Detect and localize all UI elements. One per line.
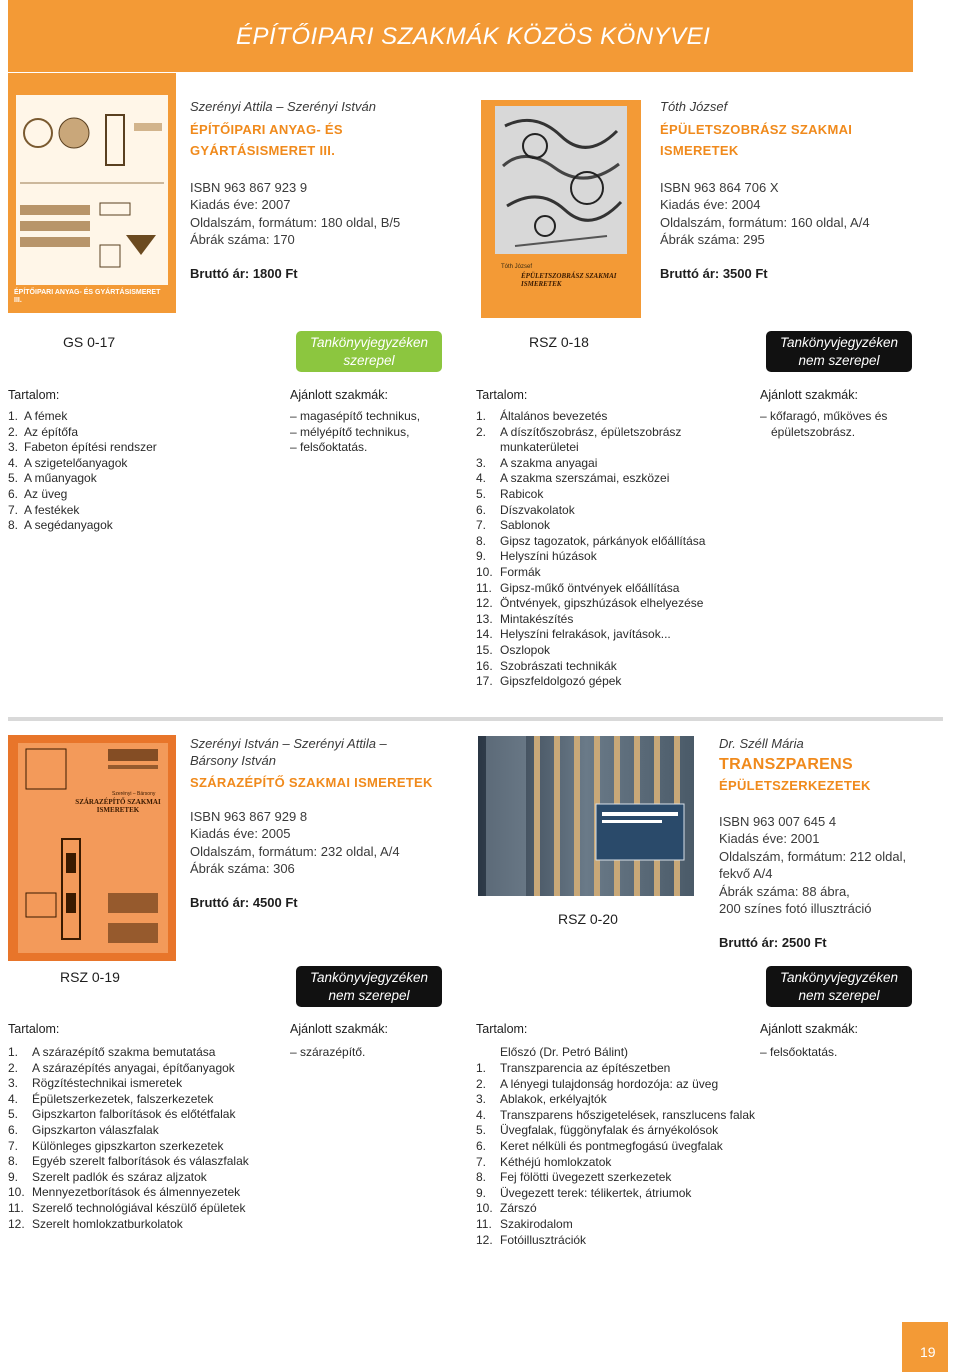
contents-item-text: Különleges gipszkarton szerkezetek — [32, 1138, 224, 1153]
contents-item-text: Fotóillusztrációk — [500, 1232, 587, 1247]
contents-item — [476, 471, 716, 487]
contents-item — [476, 1186, 766, 1202]
contents-list — [476, 409, 716, 690]
textbook-list-badge — [766, 966, 912, 1007]
contents-preface: Előszó (Dr. Petró Bálint) — [500, 1045, 629, 1059]
contents-list — [8, 1045, 278, 1232]
publish-year: Kiadás éve: 2001 — [719, 831, 820, 847]
contents-item-text: Öntvények, gipszhúzások elhelyezése — [500, 596, 704, 611]
book-meta — [719, 813, 906, 917]
book-price: Bruttó ár: 4500 Ft — [190, 895, 298, 910]
contents-item-number: 2. — [8, 1060, 19, 1075]
cover-illustration-panel — [495, 106, 627, 254]
badge-line: Tankönyvjegyzéken — [309, 335, 429, 350]
contents-item-number: 11. — [476, 1216, 492, 1231]
book-title-line: ÉPÜLETSZOBRÁSZ SZAKMAI — [660, 122, 853, 137]
contents-item-text: Az építőfa — [24, 424, 79, 439]
contents-item — [476, 1092, 766, 1108]
contents-item-number: 6. — [8, 486, 19, 501]
contents-item-number: 8. — [8, 518, 19, 533]
badge-line: nem szerepel — [328, 988, 410, 1003]
contents-item-number: 10. — [476, 564, 493, 579]
contents-item — [476, 565, 716, 581]
book-authors: Tóth József — [660, 99, 728, 114]
contents-item — [476, 425, 716, 456]
contents-item — [8, 1092, 278, 1108]
recommended-item: – felsőoktatás. — [290, 440, 368, 455]
recommended-list — [760, 409, 940, 440]
page-format-cont: fekvő A/4 — [719, 866, 773, 882]
contents-item-text: Szerelt homlokzatburkolatok — [32, 1216, 183, 1231]
recommended-item: épületszobrász. — [771, 424, 856, 439]
contents-item — [476, 549, 716, 565]
book-meta — [660, 179, 870, 249]
contents-item-text: Helyszíni felrakások, javítások... — [500, 627, 671, 642]
isbn: ISBN 963 867 929 8 — [190, 809, 308, 824]
contents-item-text: A szakma anyagai — [500, 455, 598, 470]
contents-item-number: 17. — [476, 674, 493, 689]
contents-item — [8, 456, 268, 472]
cover-diagram-panel — [18, 743, 168, 953]
contents-item-number: 7. — [8, 1138, 19, 1153]
contents-item-text: Gipszkarton falborítások és előtétfalak — [32, 1107, 236, 1122]
badge-line: Tankönyvjegyzéken — [779, 335, 899, 350]
book-title-line: SZÁRAZÉPÍTŐ SZAKMAI ISMERETEK — [190, 775, 433, 790]
contents-item-text: Az üveg — [24, 486, 68, 501]
page-number: 19 — [920, 1344, 936, 1360]
contents-item — [476, 409, 716, 425]
contents-item-text: Szobrászati technikák — [500, 658, 617, 673]
contents-label: Tartalom: — [8, 388, 60, 402]
recommended-list — [290, 409, 460, 456]
contents-item-number: 1. — [476, 1061, 487, 1075]
book-title-line: ÉPÍTŐIPARI ANYAG- ÉS — [190, 122, 343, 137]
contents-item-number: 10. — [476, 1201, 493, 1216]
contents-item-text: A fémek — [24, 409, 68, 423]
contents-item-number: 15. — [476, 642, 493, 657]
textbook-list-badge — [296, 966, 442, 1007]
contents-item — [476, 627, 716, 643]
contents-item — [476, 456, 716, 472]
cover-diagram-panel — [16, 95, 168, 285]
contents-item-text: Szakirodalom — [500, 1216, 573, 1231]
contents-item — [8, 1107, 278, 1123]
photo-count: 200 színes fotó illusztráció — [719, 901, 872, 917]
cover-diagram-image — [16, 95, 168, 285]
contents-item-number: 10. — [8, 1185, 25, 1200]
page-format: Oldalszám, formátum: 212 oldal, — [719, 848, 907, 864]
contents-item-number: 2. — [8, 424, 19, 439]
contents-item — [8, 1217, 278, 1233]
author-line: Szerényi István – Szerényi Attila – — [190, 736, 387, 751]
cover-title-text: ÉPÍTŐIPARI ANYAG- ÉS GYÁRTÁSISMERET III. — [14, 289, 161, 305]
contents-item-number: 6. — [8, 1122, 19, 1137]
book-code: RSZ 0-19 — [60, 969, 120, 985]
contents-label: Tartalom: — [476, 388, 528, 402]
contents-item-text: Épületszerkezetek, falszerkezetek — [32, 1091, 214, 1106]
contents-item — [476, 1170, 766, 1186]
contents-item-text: Egyéb szerelt falborítások és válaszfalak — [32, 1154, 249, 1169]
contents-item — [476, 643, 716, 659]
contents-item-text: Gipszkarton válaszfalak — [32, 1122, 159, 1137]
contents-item — [8, 440, 268, 456]
contents-item — [476, 1217, 766, 1233]
cover-ornament-image — [495, 106, 627, 254]
contents-item-text: Transzparencia az építészetben — [500, 1061, 671, 1075]
contents-item — [8, 1123, 278, 1139]
contents-item-text: Üvegezett terek: télikertek, átriumok — [500, 1185, 692, 1200]
contents-item-number: 4. — [476, 471, 487, 486]
badge-line: Tankönyvjegyzéken — [779, 970, 899, 985]
contents-item — [8, 1170, 278, 1186]
contents-list — [476, 1061, 766, 1248]
contents-item — [8, 1154, 278, 1170]
contents-list — [8, 409, 268, 534]
section-divider — [8, 717, 943, 721]
author-line: Bársony István — [190, 753, 276, 768]
contents-item-number: 4. — [8, 455, 19, 470]
contents-item-number: 3. — [8, 1076, 19, 1091]
contents-item-number: 7. — [8, 502, 19, 517]
contents-item-text: Díszvakolatok — [500, 502, 575, 517]
contents-item-number: 16. — [476, 658, 493, 673]
contents-item-number: 9. — [476, 1185, 487, 1200]
contents-item-number: 6. — [476, 1138, 487, 1153]
contents-item — [476, 596, 716, 612]
book-cover-3 — [8, 735, 176, 961]
contents-item-number: 11. — [476, 580, 492, 595]
contents-item-text: Transzparens hőszigetelések, ranszlucens falak — [500, 1107, 756, 1122]
contents-item-number: 8. — [8, 1154, 19, 1169]
contents-item-text: Gipszfeldolgozó gépek — [500, 674, 622, 689]
contents-item-text: Mintakészítés — [500, 611, 574, 626]
page-format: Oldalszám, formátum: 180 oldal, B/5 — [190, 214, 401, 230]
contents-item-number: 9. — [476, 549, 487, 564]
contents-item-number: 2. — [476, 1076, 487, 1091]
contents-item — [476, 1201, 766, 1217]
figure-count: Ábrák száma: 295 — [660, 232, 765, 248]
page-format: Oldalszám, formátum: 232 oldal, A/4 — [190, 843, 400, 859]
contents-item-number: 3. — [476, 1092, 487, 1107]
contents-item-number: 8. — [476, 1170, 487, 1185]
contents-item-text: Üvegfalak, függönyfalak és árnyékolósok — [500, 1123, 719, 1138]
recommended-label: Ajánlott szakmák: — [760, 388, 858, 402]
contents-item — [476, 581, 716, 597]
figure-count: Ábrák száma: 306 — [190, 861, 295, 877]
book-title — [719, 754, 871, 796]
contents-item-text: Keret nélküli és pontmegfogású üvegfalak — [500, 1138, 723, 1153]
contents-item — [476, 1155, 766, 1171]
contents-item-number: 1. — [8, 409, 19, 423]
recommended-label: Ajánlott szakmák: — [290, 388, 388, 402]
book-price: Bruttó ár: 3500 Ft — [660, 266, 768, 281]
book-title-line: ÉPÜLETSZERKEZETEK — [719, 778, 871, 793]
book-authors: Szerényi Attila – Szerényi István — [190, 99, 376, 114]
contents-item-number: 3. — [476, 455, 487, 470]
contents-item-number: 1. — [476, 409, 487, 423]
contents-item-text: Fej fölötti üvegezett szerkezetek — [500, 1170, 672, 1185]
contents-item-text: A műanyagok — [24, 471, 97, 486]
contents-item-text: Sablonok — [500, 518, 551, 533]
figure-count: Ábrák száma: 88 ábra, — [719, 883, 850, 899]
contents-item — [8, 425, 268, 441]
contents-item-text: Formák — [500, 564, 541, 579]
textbook-list-badge — [766, 331, 912, 372]
contents-item — [8, 1185, 278, 1201]
contents-item-text: A lényegi tulajdonság hordozója: az üveg — [500, 1076, 719, 1091]
contents-item — [8, 503, 268, 519]
contents-item — [476, 487, 716, 503]
book-meta — [190, 808, 400, 878]
page-format: Oldalszám, formátum: 160 oldal, A/4 — [660, 214, 870, 230]
contents-item-text: Szerelt padlók és száraz aljzatok — [32, 1169, 207, 1184]
contents-item-text: Fabeton építési rendszer — [24, 440, 157, 455]
contents-item-number: 9. — [8, 1169, 19, 1184]
recommended-item: – magasépítő technikus, — [290, 409, 421, 423]
contents-item-number: 14. — [476, 627, 493, 642]
recommended-label: Ajánlott szakmák: — [290, 1022, 388, 1036]
textbook-list-badge — [296, 331, 442, 372]
contents-item — [476, 1139, 766, 1155]
contents-item-text: Rögzítéstechnikai ismeretek — [32, 1076, 183, 1091]
contents-item-text: Gipsz-műkő öntvények előállítása — [500, 580, 680, 595]
publish-year: Kiadás éve: 2004 — [660, 197, 761, 213]
contents-item — [476, 1061, 766, 1077]
book-code: RSZ 0-18 — [529, 334, 589, 350]
contents-label: Tartalom: — [476, 1022, 528, 1036]
contents-item — [476, 503, 716, 519]
book-cover-1 — [8, 73, 176, 313]
contents-item — [8, 409, 268, 425]
book-title — [190, 119, 343, 161]
contents-item — [476, 534, 716, 550]
contents-item-number: 13. — [476, 611, 493, 626]
contents-item-number: 7. — [476, 518, 487, 533]
contents-item-number: 4. — [476, 1107, 487, 1122]
contents-item — [8, 1076, 278, 1092]
contents-item-text: Kéthéjú homlokzatok — [500, 1154, 612, 1169]
contents-item-text: Helyszíni húzások — [500, 549, 597, 564]
contents-item-text: A szigetelőanyagok — [24, 455, 128, 470]
book-cover-4 — [478, 736, 694, 896]
isbn: ISBN 963 007 645 4 — [719, 814, 837, 829]
contents-item-text: A szárazépítő szakma bemutatása — [32, 1045, 216, 1059]
book-code: GS 0-17 — [63, 334, 116, 350]
cover-author-text: Tóth József — [501, 264, 533, 270]
book-price: Bruttó ár: 2500 Ft — [719, 935, 827, 950]
contents-item-text: A szárazépítés anyagai, építőanyagok — [32, 1060, 235, 1075]
badge-line: nem szerepel — [798, 353, 880, 368]
book-title — [660, 119, 852, 161]
contents-item — [476, 659, 716, 675]
book-cover-2 — [481, 100, 641, 318]
contents-item-text: Oszlopok — [500, 642, 551, 657]
contents-item-number: 5. — [476, 1123, 487, 1138]
recommended-list — [290, 1045, 460, 1061]
contents-item-text: A szakma szerszámai, eszközei — [500, 471, 670, 486]
contents-item — [476, 612, 716, 628]
contents-item — [8, 1201, 278, 1217]
recommended-item: – kőfaragó, műköves és — [760, 409, 888, 423]
badge-line: Tankönyvjegyzéken — [309, 970, 429, 985]
recommended-list — [760, 1045, 930, 1061]
contents-item — [8, 471, 268, 487]
contents-item-text: A festékek — [24, 502, 80, 517]
badge-line: szerepel — [343, 353, 395, 368]
contents-item — [8, 1045, 278, 1061]
recommended-label: Ajánlott szakmák: — [760, 1022, 858, 1036]
contents-item — [476, 1123, 766, 1139]
book-code: RSZ 0-20 — [558, 911, 618, 927]
contents-item — [8, 518, 268, 534]
contents-item-number: 2. — [476, 424, 487, 439]
cover-diagram-image — [18, 743, 168, 953]
isbn: ISBN 963 867 923 9 — [190, 180, 308, 195]
book-authors — [190, 735, 387, 769]
recommended-item: – szárazépítő. — [290, 1045, 366, 1059]
contents-item-text: Mennyezetborítások és álmennyezetek — [32, 1185, 241, 1200]
contents-item-text: A díszítőszobrász, épületszobrász munkaterületei — [500, 424, 682, 455]
book-title-line: GYÁRTÁSISMERET III. — [190, 143, 336, 158]
cover-author-text: Szerényi – Bársony — [112, 791, 156, 797]
contents-item-text: Zárszó — [500, 1201, 537, 1216]
isbn: ISBN 963 864 706 X — [660, 180, 779, 195]
contents-item-number: 11. — [8, 1200, 24, 1215]
contents-item — [476, 1233, 766, 1249]
book-price: Bruttó ár: 1800 Ft — [190, 266, 298, 281]
contents-item-number: 8. — [476, 533, 487, 548]
contents-item-number: 1. — [8, 1045, 19, 1059]
contents-item-number: 12. — [476, 596, 493, 611]
publish-year: Kiadás éve: 2005 — [190, 826, 291, 842]
page-title: ÉPÍTŐIPARI SZAKMÁK KÖZÖS KÖNYVEI — [236, 23, 711, 50]
book-title — [190, 772, 433, 793]
book-meta — [190, 179, 400, 249]
contents-item-text: Általános bevezetés — [500, 409, 608, 423]
contents-label: Tartalom: — [8, 1022, 60, 1036]
contents-item-text: Rabicok — [500, 486, 544, 501]
recommended-item: – felsőoktatás. — [760, 1045, 838, 1059]
cover-title-text: SZÁRAZÉPÍTŐ SZAKMAI ISMERETEK — [75, 798, 161, 815]
contents-item-number: 5. — [476, 486, 487, 501]
figure-count: Ábrák száma: 170 — [190, 232, 295, 248]
contents-item — [8, 1139, 278, 1155]
contents-item-number: 4. — [8, 1091, 19, 1106]
contents-item-number: 7. — [476, 1154, 487, 1169]
book-title-line: TRANSZPARENS — [719, 756, 853, 773]
contents-item-number: 12. — [8, 1216, 25, 1231]
contents-item-number: 6. — [476, 502, 487, 517]
contents-item — [8, 1061, 278, 1077]
contents-item-text: Gipsz tagozatok, párkányok előállítása — [500, 533, 706, 548]
cover-title-text: ÉPÜLETSZOBRÁSZ SZAKMAI ISMERETEK — [521, 272, 617, 289]
contents-item-number: 5. — [8, 1107, 19, 1122]
book-title-line: ISMERETEK — [660, 143, 739, 158]
badge-line: nem szerepel — [798, 988, 880, 1003]
contents-item-text: A segédanyagok — [24, 518, 113, 533]
cover-photo-image — [478, 736, 694, 896]
contents-item-number: 12. — [476, 1232, 493, 1247]
recommended-item: – mélyépítő technikus, — [290, 424, 410, 439]
contents-item — [476, 1108, 766, 1124]
contents-item-number: 3. — [8, 440, 19, 455]
book-authors: Dr. Széll Mária — [719, 736, 804, 751]
contents-item-text: Ablakok, erkélyajtók — [500, 1092, 607, 1107]
contents-item — [476, 518, 716, 534]
contents-item-text: Szerelő technológiával készülő épületek — [32, 1200, 246, 1215]
contents-item — [476, 674, 716, 690]
publish-year: Kiadás éve: 2007 — [190, 197, 291, 213]
contents-item-number: 5. — [8, 471, 19, 486]
contents-item — [476, 1077, 766, 1093]
contents-item — [8, 487, 268, 503]
